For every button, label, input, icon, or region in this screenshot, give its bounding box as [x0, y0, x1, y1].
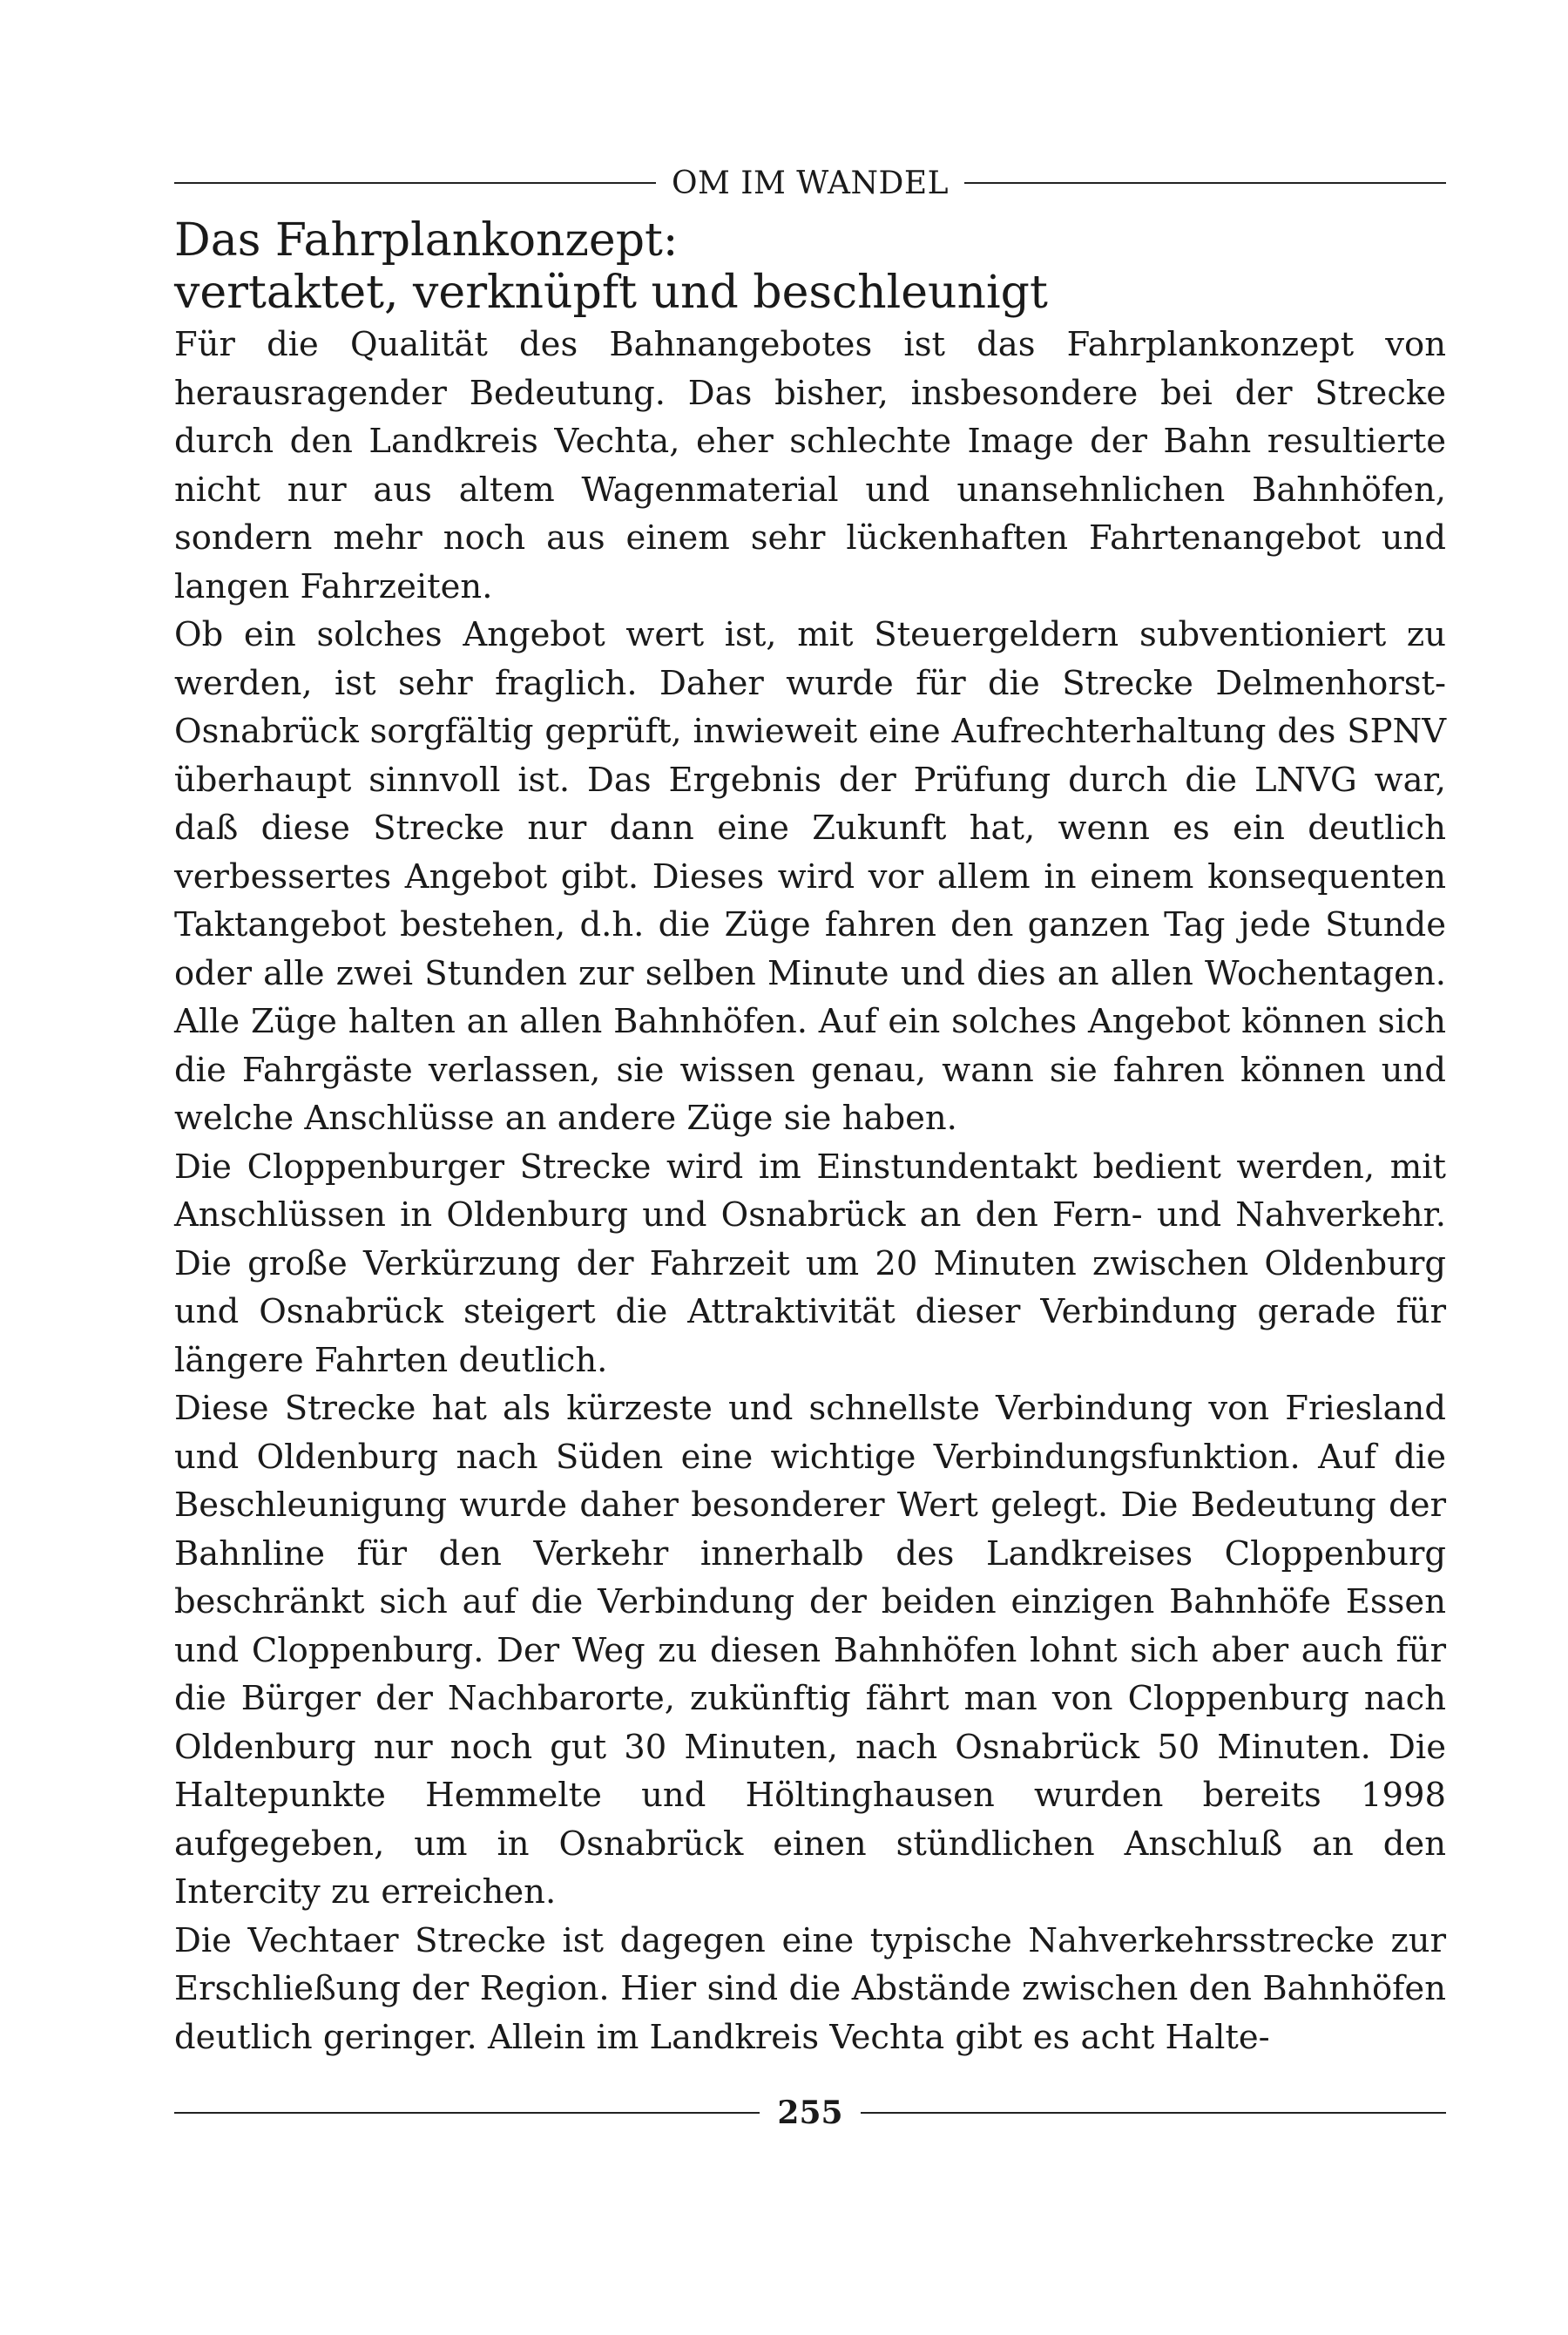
section-heading	[174, 214, 1446, 319]
section-heading-line-2: vertaktet, verknüpft und beschleunigt	[174, 267, 1048, 319]
body-text	[174, 321, 1446, 2061]
paragraph: Diese Strecke hat als kürzeste und schnellste Verbindung von Friesland und Oldenburg nach Süden eine wichtige Verbindungsfunktion. Auf die Beschleunigung wurde daher besonderer Wert gelegt. Die Bedeutung der Bahnline für den Verkehr innerhalb des Landkreises Cloppenburg beschränkt sich auf die Verbindung der beiden einzigen Bahnhöfe Essen und Cloppenburg. Der Weg zu diesen Bahnhöfen lohnt sich aber auch für die Bürger der Nachbarorte, zukünftig fährt man von Cloppenburg nach Oldenburg nur noch gut 30 Minuten, nach Osnabrück 50 Minuten. Die Haltepunkte Hemmelte und Höltinghausen wurden bereits 1998 aufgegeben, um in Osnabrück einen stündlichen Anschluß an den Intercity zu erreichen.	[174, 1389, 1446, 1912]
paragraph: Die Vechtaer Strecke ist dagegen eine typische Nahverkehrsstrecke zur Erschließung der Region. Hier sind die Abstände zwischen den Bahnhöfen deutlich geringer. Allein im Landkreis Vechta gibt es acht Halte-	[174, 1920, 1446, 2057]
footer-rule-left	[174, 2112, 760, 2114]
header-rule-left	[174, 182, 656, 184]
footer-rule-right	[861, 2112, 1446, 2114]
paragraph: Für die Qualität des Bahnangebotes ist das Fahrplankonzept von herausragender Bedeutung. Das bisher, insbesondere bei der Strecke durch den Landkreis Vechta, eher schlechte Image der Bahn resultierte nicht nur aus altem Wagenmaterial und unansehnlichen Bahnhöfen, sondern mehr noch aus einem sehr lückenhaften Fahrtenangebot und langen Fahrzeiten.	[174, 325, 1446, 606]
running-head-title: OM IM WANDEL	[671, 165, 950, 201]
page-number: 255	[777, 2095, 843, 2131]
paragraph: Die Cloppenburger Strecke wird im Einstundentakt bedient werden, mit Anschlüssen in Oldenburg und Osnabrück an den Fern- und Nahverkehr. Die große Verkürzung der Fahrzeit um 20 Minuten zwischen Oldenburg und Osnabrück steigert die Attraktivität dieser Verbindung gerade für längere Fahrten deutlich.	[174, 1147, 1446, 1380]
header-rule-right	[964, 182, 1446, 184]
running-head	[174, 157, 1446, 209]
paragraph: Ob ein solches Angebot wert ist, mit Steuergeldern subventioniert zu werden, ist sehr fraglich. Daher wurde für die Strecke Delmenhorst-Osnabrück sorgfältig geprüft, inwieweit eine Aufrechterhaltung des SPNV überhaupt sinnvoll ist. Das Ergebnis der Prüfung durch die LNVG war, daß diese Strecke nur dann eine Zukunft hat, wenn es ein deutlich verbessertes Angebot gibt. Dieses wird vor allem in einem konsequenten Taktangebot bestehen, d.h. die Züge fahren den ganzen Tag jede Stunde oder alle zwei Stunden zur selben Minute und dies an allen Wochentagen. Alle Züge halten an allen Bahnhöfen. Auf ein solches Angebot können sich die Fahrgäste verlassen, sie wissen genau, wann sie fahren können und welche Anschlüsse an andere Züge sie haben.	[174, 615, 1446, 1138]
page	[174, 157, 1446, 2061]
page-footer	[174, 2091, 1446, 2135]
section-heading-line-1: Das Fahrplankonzept:	[174, 214, 679, 267]
